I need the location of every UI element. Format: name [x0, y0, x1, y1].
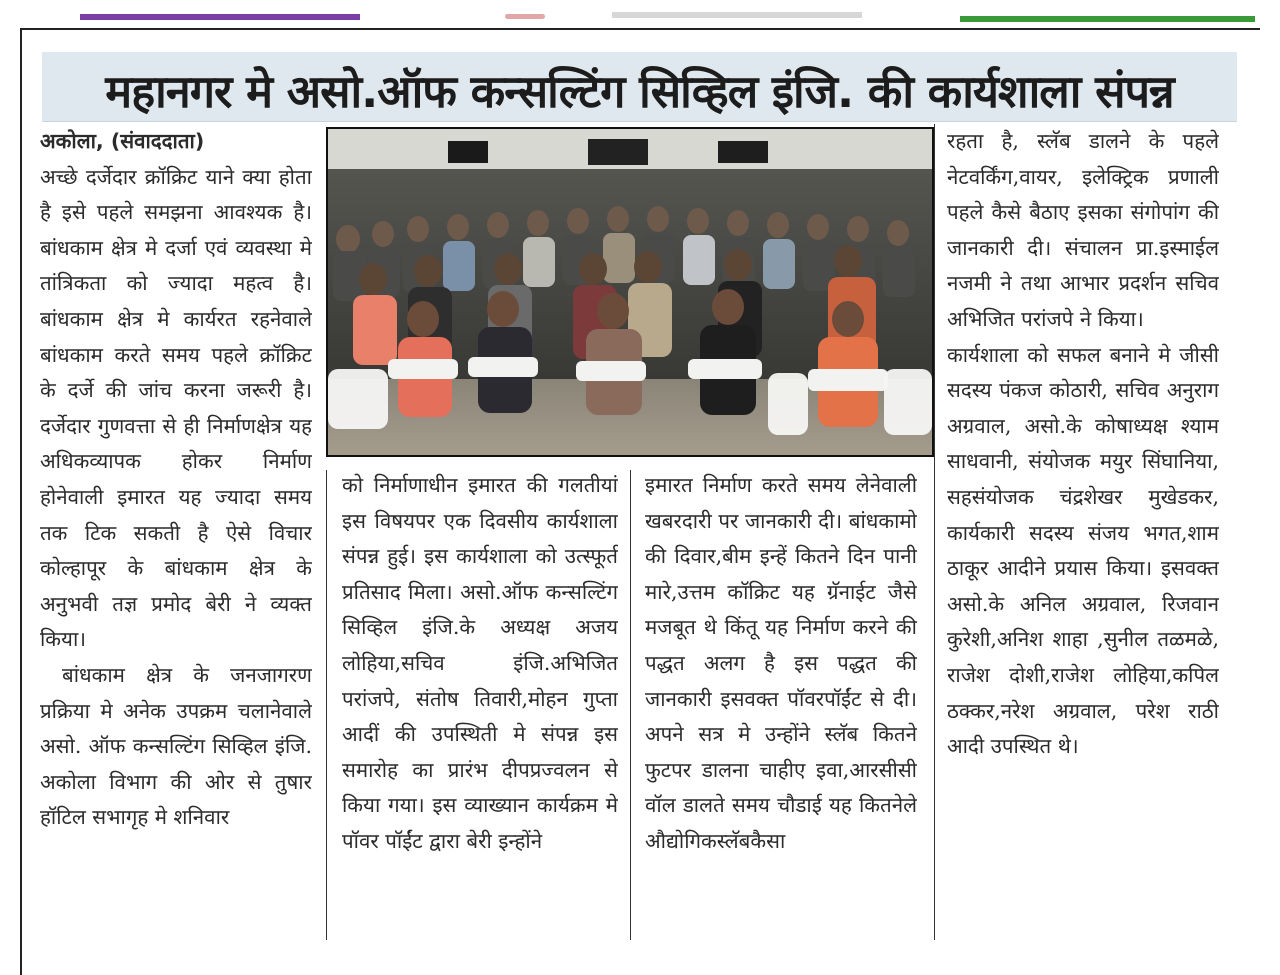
- column-divider-1: [326, 470, 327, 940]
- article-column-2: [342, 468, 618, 938]
- paragraph-event: बांधकाम क्षेत्र के जनजागरण प्रक्रिया मे अनेक उपक्रम चलानेवाले असो. ऑफ कन्सल्टिंग सिव्हिल इंजि. अकोला विभाग की ओर से तुषार हॉटिल सभागृह मे शनिवार: [40, 662, 312, 830]
- page-rule-top: [20, 28, 1260, 30]
- masthead-bar-right: [960, 16, 1255, 22]
- masthead-strip: [0, 0, 1280, 30]
- paragraph-workshop: को निर्माणाधीन इमारत की गलतीयां इस विषयपर एक दिवसीय कार्यशाला संपन्न हुई। इस कार्यशाला को उत्स्फूर्त प्रतिसाद मिला। असो.ऑफ कन्सल्टिंग सिव्हिल इंजि.के अध्यक्ष अजय लोहिया,सचिव इंजि.अभिजित परांजपे, संतोष तिवारी,मोहन गुप्ता आदीं की उपस्थिती मे संपन्न इस समारोह का प्रारंभ दीपप्रज्वलन से किया गया। इस व्याख्यान कार्यक्रम मे पॉवर पॉईंट द्वारा बेरी इन्होंने: [342, 473, 618, 853]
- page-rule-left: [20, 28, 22, 975]
- article-dateline: [40, 124, 312, 160]
- article-column-3: [645, 468, 917, 938]
- paragraph-intro: अच्छे दर्जेदार क्रॉक्रिट याने क्या होता है इसे पहले समझना आवश्यक है। बांधकाम क्षेत्र मे दर्जा एवं व्यवस्था मे तांत्रिकता को ज्यादा महत्व है। बांधकाम क्षेत्र मे कार्यरत रहनेवाले बांधकाम करते समय पहले क्रॉक्रिट के दर्जे की जांच करना जरूरी है। दर्जेदार गुणवत्ता से ही निर्माणक्षेत्र यह अधिकव्यापक होकर निर्माण होनेवाली इमारत यह ज्यादा समय तक टिक सकती है ऐसे विचार कोल्हापूर के बांधकाम क्षेत्र के अनुभवी तज्ञ प्रमोद बेरी ने व्यक्त किया।: [40, 164, 312, 652]
- masthead-bar-middle: [612, 12, 862, 18]
- masthead-bar-left: [80, 14, 360, 20]
- paragraph-slab: रहता है, स्लॅब डालने के पहले नेटवर्किंग,वायर, इलेक्ट्रिक प्रणाली पहले कैसे बैठाए इसका संगोपांग की जानकारी दी। संचालन प्रा.इस्माईल नजमी ने तथा आभार प्रदर्शन सचिव अभिजित परांजपे ने किया।: [947, 129, 1219, 331]
- article-column-1: [40, 124, 312, 936]
- dateline-text: अकोला, (संवाददाता): [40, 129, 205, 153]
- column-divider-2: [630, 470, 631, 940]
- paragraph-presentation: इमारत निर्माण करते समय लेनेवाली खबरदारी पर जानकारी दी। बांधकामो की दिवार,बीम इन्हें कितने दिन पानी मारे,उत्तम कॉक्रिट यह ग्रॅनाईट जैसे मजबूत थे किंतू यह निर्माण करने की पद्धत अलग है इस पद्धत की जानकारी इसवक्त पॉवरपॉईंट से दी। अपने सत्र मे उन्होंने स्लॅब कितने फुटपर डालना चाहीए इवा,आरसीसी वॉल डालते समय चौडाई यह कितनेले औद्योगिकस्लॅबकैसा: [645, 473, 917, 853]
- headline-box: [42, 52, 1237, 122]
- column-divider-3: [934, 124, 935, 940]
- audience-photo-illustration: [328, 129, 932, 455]
- article-column-4: [947, 124, 1219, 936]
- masthead-mark: [505, 14, 545, 19]
- event-photo: [326, 127, 934, 457]
- article-headline: महानगर मे असो.ऑफ कन्सल्टिंग सिव्हिल इंजि. की कार्यशाला संपन्न: [105, 65, 1174, 118]
- paragraph-attendees: कार्यशाला को सफल बनाने मे जीसी सदस्य पंकज कोठारी, सचिव अनुराग अग्रवाल, असो.के कोषाध्यक्ष श्याम साधवानी, संयोजक मयुर सिंघानिया, सहसंयोजक चंद्रशेखर मुखेडकर, कार्यकारी सदस्य संजय भगत,शाम ठाकूर आदीने प्रयास किया। इसवक्त असो.के अनिल अग्रवाल, रिजवान कुरेशी,अनिश शाहा ,सुनील तळमळे, राजेश दोशी,राजेश लोहिया,कपिल ठक्कर,नरेश अग्रवाल, परेश राठी आदी उपस्थित थे।: [947, 342, 1219, 759]
